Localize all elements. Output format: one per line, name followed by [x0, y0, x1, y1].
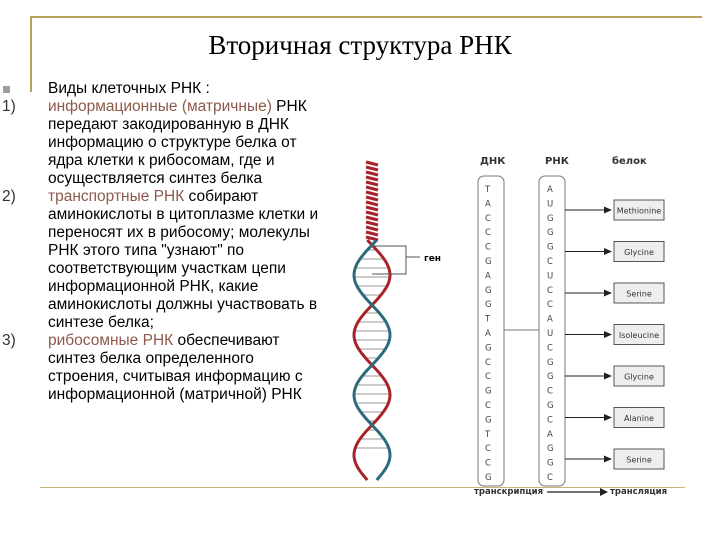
frame-top-line [30, 16, 702, 18]
helix-coil-segment [366, 162, 378, 165]
protein-column [565, 200, 664, 469]
slide-title: Вторичная структура РНК [208, 30, 512, 60]
dna-sequence [484, 185, 492, 483]
rna-base: C [547, 285, 553, 296]
rna-base: G [547, 228, 554, 239]
item-text: собирают аминокислоты в цитоплазме клетки и переносят их в рибосому; молекулы РНК этого типа "узнают" по соответствующим участкам цепи информационной РНК, какие аминокислоты должны участвовать в синтезе белка; [48, 188, 319, 331]
dna-base: T [485, 314, 491, 325]
amino-acid-label: Alanine [624, 414, 654, 423]
dna-base: C [485, 242, 491, 253]
helix-coil-segment [366, 207, 378, 210]
rna-sequence [547, 185, 554, 483]
dna-base: G [485, 343, 492, 354]
dna-base: C [485, 357, 491, 368]
dna-helix [354, 162, 390, 480]
dna-base: C [485, 444, 491, 455]
rna-header: РНК [545, 156, 569, 167]
dna-column-outline [478, 176, 504, 486]
rna-base: A [547, 185, 553, 195]
intro-text: Виды клеточных РНК : [48, 80, 210, 97]
rna-base: C [547, 386, 553, 397]
dna-base: C [485, 401, 491, 411]
dna-header: ДНК [480, 156, 506, 167]
helix-strand-teal [354, 240, 390, 480]
codon-arrow-head [604, 207, 612, 214]
rna-base: U [547, 271, 554, 282]
protein-header: белок [612, 156, 647, 167]
translation-label: трансляция [610, 487, 668, 497]
rna-base: U [547, 199, 554, 210]
helix-coil-segment [366, 212, 378, 215]
helix-coil-segment [366, 192, 378, 195]
footer-arrow-head [600, 488, 608, 496]
rna-base: C [547, 343, 553, 354]
item-text: РНК передают закодированную в ДНК информацию о структуре белка от ядра клетки к рибосомам, где и осуществляется синтез белка [48, 98, 307, 187]
amino-acid-label: Serine [626, 289, 652, 299]
codon-arrow-head [604, 373, 612, 380]
dna-base: G [485, 386, 492, 397]
codon-arrow-head [604, 290, 612, 297]
item-highlight: рибосомные РНК [48, 332, 174, 349]
item-text: обеспечивают синтез белка определенного строения, считывая информацию с информационной (матричной) РНК [48, 332, 303, 403]
amino-acid-label: Isoleucine [618, 331, 660, 340]
dna-base: G [485, 285, 492, 296]
transcription-translation-figure [342, 150, 702, 510]
item-highlight: информационные (матричные) [48, 98, 272, 115]
list-item [0, 98, 325, 188]
codon-arrow-head [604, 331, 612, 338]
helix-coil-segment [366, 217, 378, 220]
gene-label: ген [424, 254, 442, 264]
codon-arrow-head [604, 456, 612, 463]
text-block [0, 80, 325, 404]
helix-coil-segment [366, 172, 378, 175]
transcription-label: транскрипция [474, 487, 544, 497]
figure-svg [342, 150, 702, 510]
item-highlight: транспортные РНК [48, 188, 185, 205]
rna-base: G [547, 458, 554, 469]
rna-base: G [547, 444, 554, 455]
dna-base: G [485, 473, 492, 483]
dna-base: C [485, 213, 491, 224]
intro-row [0, 80, 325, 98]
rna-base: C [547, 473, 553, 483]
helix-strand-red [354, 240, 390, 480]
list-item [0, 332, 325, 404]
item-number: 3) [2, 332, 16, 349]
square-bullet-icon [3, 86, 10, 93]
rna-base: G [547, 213, 554, 224]
rna-base: G [547, 401, 554, 411]
amino-acid-label: Glycine [624, 248, 654, 257]
helix-coil-segment [366, 197, 378, 200]
item-number: 1) [2, 98, 16, 115]
dna-base: G [485, 257, 492, 267]
item-number: 2) [2, 188, 16, 205]
helix-coil-segment [366, 227, 378, 230]
amino-acid-label: Methionine [616, 206, 662, 216]
dna-base: T [485, 185, 491, 195]
rna-base: G [547, 357, 554, 368]
rna-base: G [547, 242, 554, 253]
dna-base: C [485, 372, 491, 383]
helix-coil-segment [366, 232, 378, 235]
rna-base: G [547, 372, 554, 383]
helix-coil-segment [366, 222, 378, 225]
helix-coil-segment [366, 182, 378, 185]
helix-coil-segment [366, 177, 378, 180]
dna-base: T [485, 429, 491, 440]
rna-base: A [547, 429, 553, 440]
helix-coil-segment [366, 167, 378, 170]
rna-base: C [547, 300, 553, 311]
rna-base: C [547, 257, 553, 267]
helix-coil-segment [366, 202, 378, 205]
dna-base: A [485, 271, 491, 282]
rna-base: U [547, 329, 554, 339]
amino-acid-label: Serine [626, 455, 652, 465]
dna-base: A [485, 329, 491, 339]
dna-base: G [485, 300, 492, 311]
helix-coil-segment [366, 187, 378, 190]
dna-base: C [485, 458, 491, 469]
dna-base: A [485, 199, 491, 210]
amino-acid-label: Glycine [624, 372, 654, 382]
rna-base: C [547, 415, 553, 426]
list-item [0, 188, 325, 332]
codon-arrow-head [604, 414, 612, 421]
rna-base: A [547, 314, 553, 325]
dna-base: C [485, 228, 491, 239]
codon-arrow-head [604, 248, 612, 255]
dna-base: G [485, 415, 492, 426]
